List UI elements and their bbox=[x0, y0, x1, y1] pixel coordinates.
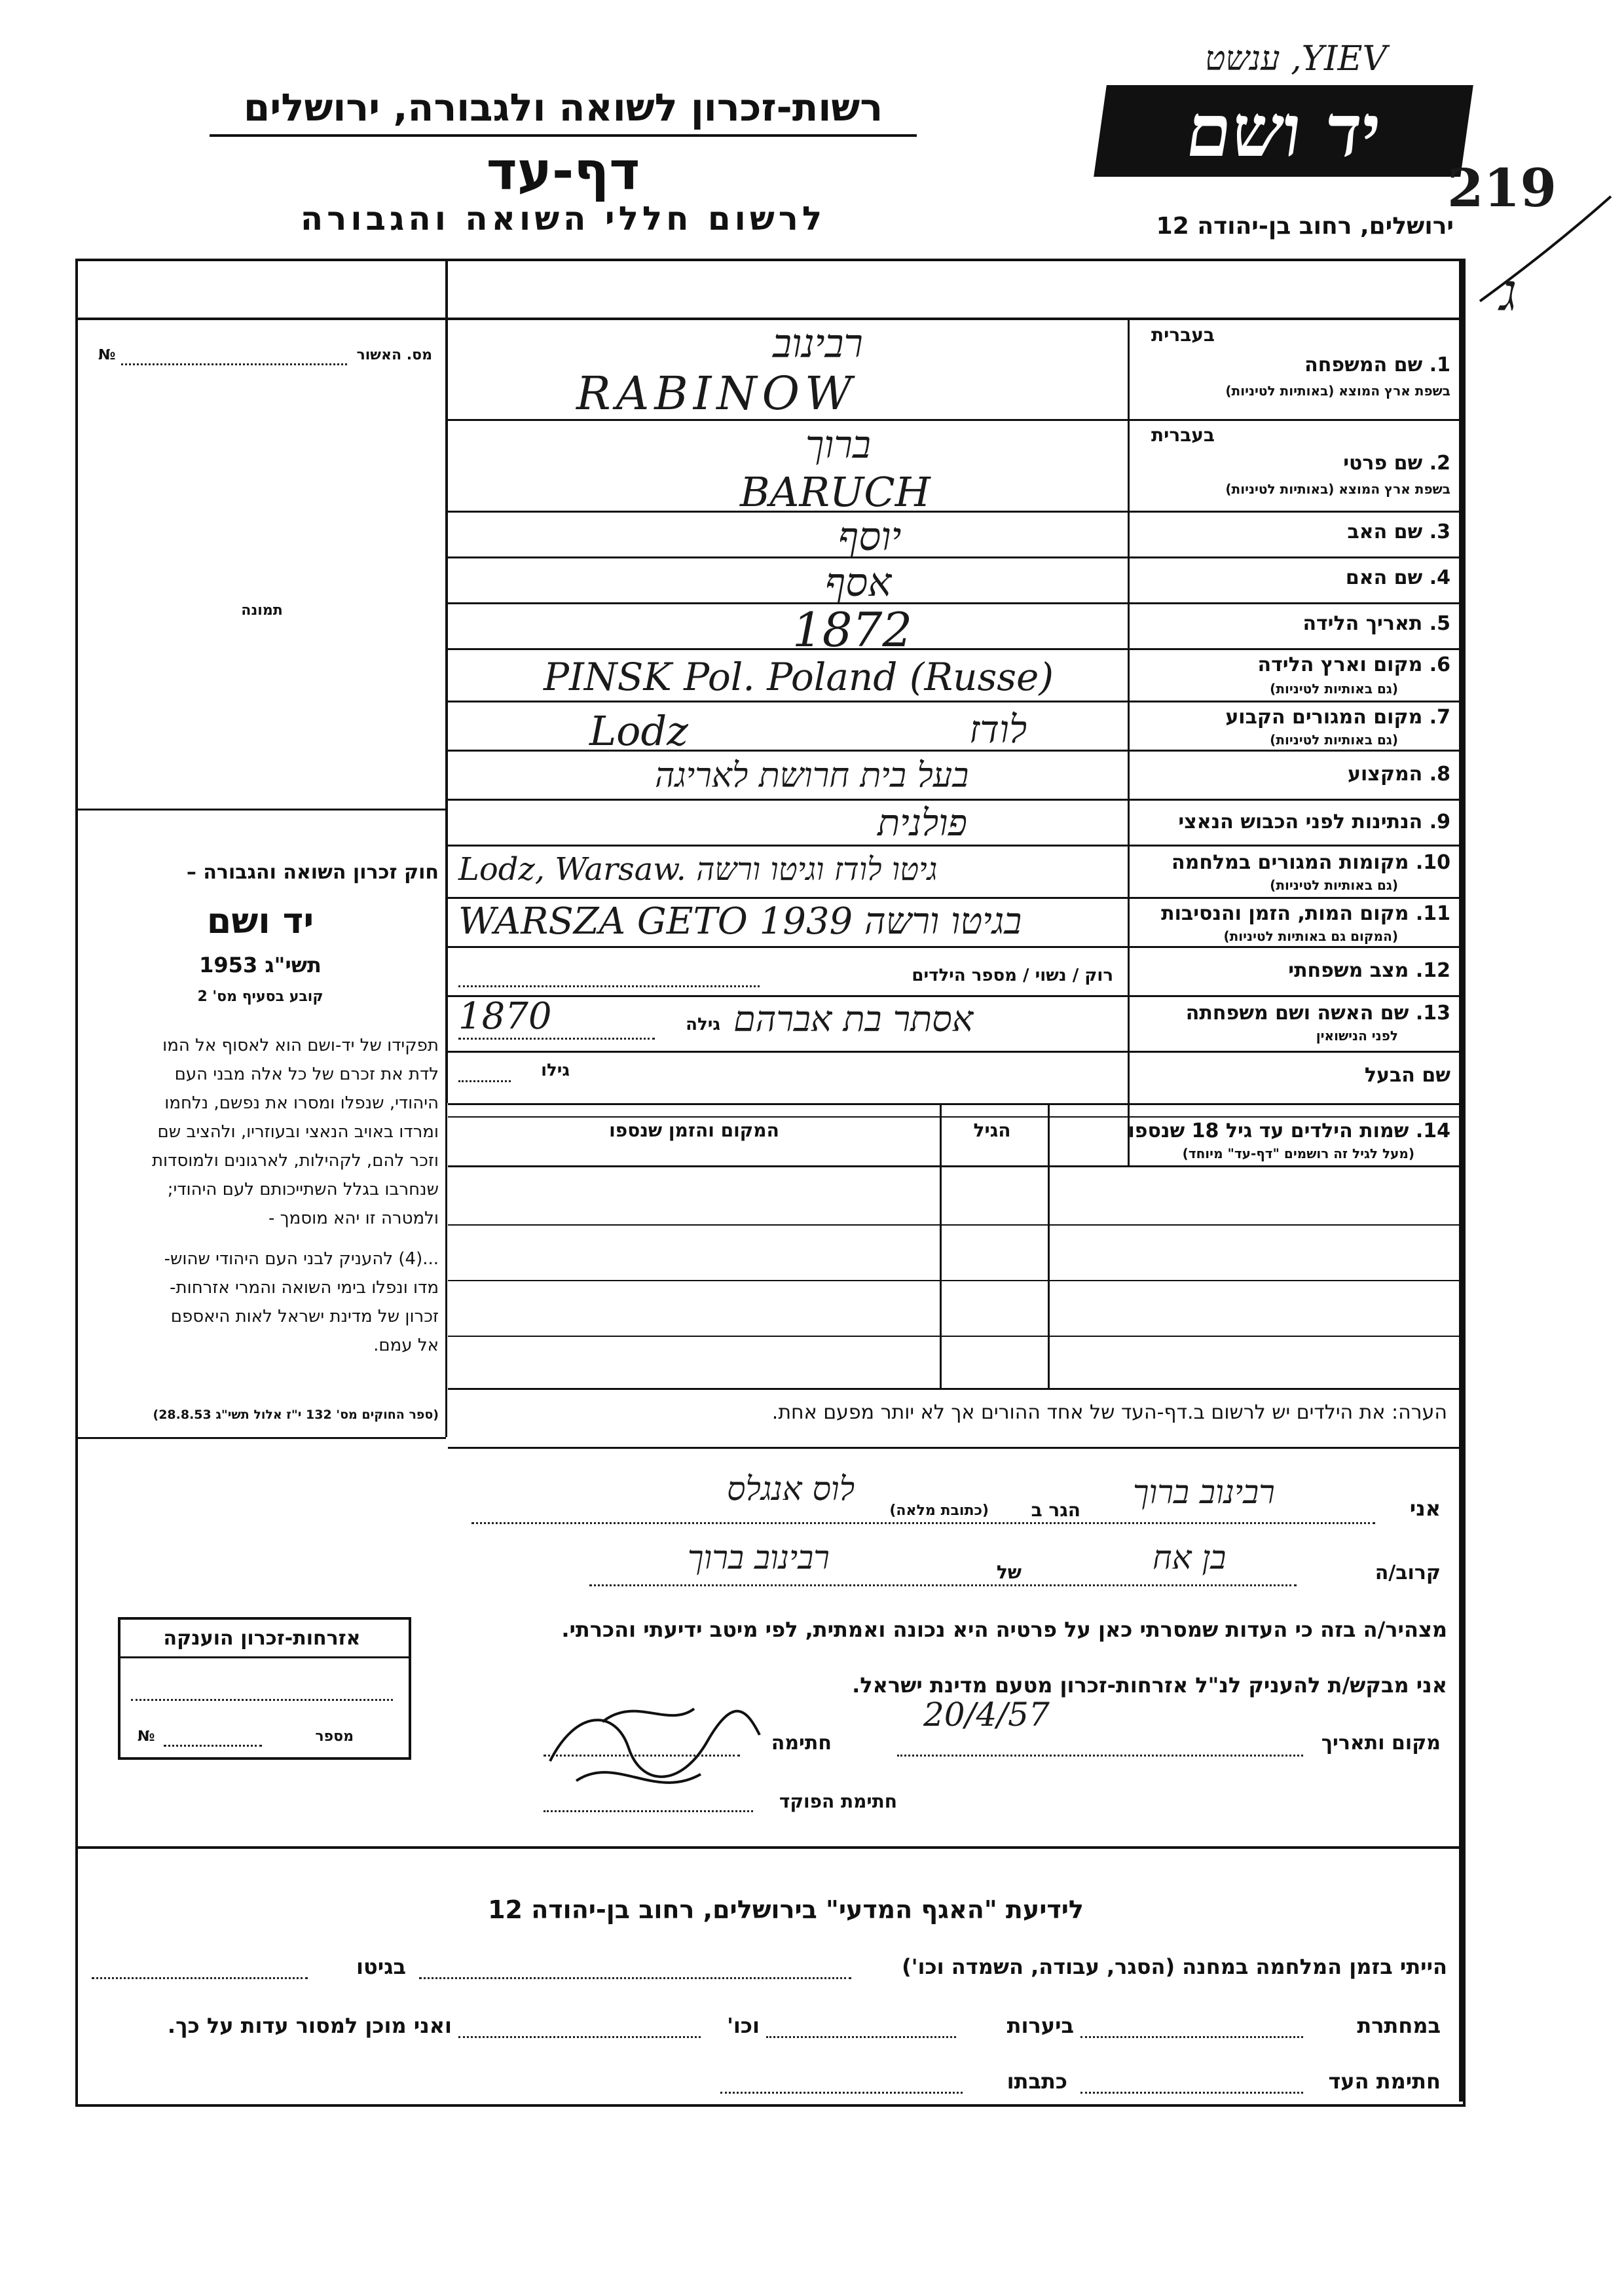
left-col-divider bbox=[445, 259, 448, 1103]
citizenship-box-title: אזרחות-זכרון הוענקה bbox=[163, 1627, 361, 1650]
in-hebrew-label-1: בעברית bbox=[1151, 324, 1215, 346]
field-1-note: בשפת ארץ המוצא (באותיות לטיניות) bbox=[1225, 383, 1450, 399]
statement-text: מצהיר/ה בזה כי העדות שמסרתי כאן על פרטיה היא נכונה ואמתית, לפי מיטב ידיעתי והכרתי. bbox=[561, 1617, 1447, 1642]
field-9-label: 9. הנתינות לפני הכבוש הנאצי bbox=[1178, 811, 1450, 833]
law-text-line: תפקידו של יד-ושם הוא לאסוף אל המו bbox=[162, 1036, 439, 1055]
place-date-line bbox=[897, 1755, 1303, 1757]
husband-age-label: גילו bbox=[541, 1061, 570, 1080]
right-col-divider bbox=[1128, 318, 1130, 1165]
place-date-label: מקום ותאריך bbox=[1321, 1732, 1441, 1755]
declarant-address-value[interactable]: לוס אנגלס bbox=[727, 1470, 855, 1508]
birth-place-value[interactable]: PINSK Pol. Poland (Russe) bbox=[544, 655, 1054, 699]
citizenship-value[interactable]: פולנית bbox=[877, 802, 967, 845]
approval-no-suffix: № bbox=[98, 347, 116, 363]
wife-age-label: גילה bbox=[686, 1015, 720, 1034]
info-divider bbox=[75, 1846, 1463, 1849]
law-text-line: ומרדו באויב הנאצי ובעוזריו, ולהציב שם bbox=[157, 1122, 439, 1142]
row-line bbox=[448, 1051, 1460, 1053]
relative-line bbox=[589, 1584, 1297, 1586]
request-text: אני מבקש/ת להעניק לנ"ל אזרחות-זכרון מטעם מדינת ישראל. bbox=[852, 1673, 1447, 1698]
birth-date-value[interactable]: 1872 bbox=[792, 602, 913, 657]
field-7-note: (גם באותיות לטיניות) bbox=[1270, 732, 1398, 748]
surname-latin-value[interactable]: RABINOW bbox=[576, 367, 857, 420]
authority-underline bbox=[210, 134, 917, 137]
declarant-address-line bbox=[471, 1522, 1375, 1524]
wartime-residence-value[interactable]: Lodz, Warsaw. גיטו לודז וגיטו ורשה bbox=[458, 851, 938, 888]
form-title: דף-עד bbox=[486, 141, 640, 202]
authority-name: רשות-זכרון לשואה ולגבורה, ירושלים bbox=[243, 85, 883, 130]
field-13-label: 13. שם האשה ושם משפחתה bbox=[1185, 1002, 1450, 1025]
in-hebrew-label-2: בעברית bbox=[1151, 424, 1215, 446]
info-line1: הייתי בזמן המלחמה במחנה (הסגר, עבודה, השמדה וכו') bbox=[902, 1954, 1447, 1979]
field-4-label: 4. שם האם bbox=[1345, 566, 1450, 589]
law-year: תשי"ג 1953 bbox=[199, 953, 322, 977]
field-6-label: 6. מקום וארץ הלידה bbox=[1257, 653, 1450, 676]
row-line-thin bbox=[448, 1116, 1460, 1118]
row-line bbox=[448, 556, 1460, 558]
resides-label: הגר ב bbox=[1031, 1499, 1080, 1521]
of-label: של bbox=[996, 1561, 1022, 1583]
row-line bbox=[448, 995, 1460, 997]
row-line bbox=[448, 845, 1460, 847]
handwritten-signature bbox=[537, 1683, 773, 1813]
firstname-latin-value[interactable]: BARUCH bbox=[740, 468, 931, 516]
declarant-name-value[interactable]: רבינוב ברוך bbox=[1133, 1473, 1275, 1511]
row-line bbox=[448, 897, 1460, 899]
law-text-line: זכרון של מדינת ישראל לאות היאספם bbox=[170, 1307, 439, 1326]
top-divider bbox=[75, 318, 1463, 320]
header-address: ירושלים, רחוב בן-יהודה 12 bbox=[1156, 213, 1454, 240]
husband-age-field[interactable] bbox=[458, 1080, 511, 1082]
field-1-label: 1. שם המשפחה bbox=[1304, 354, 1450, 376]
info-ghetto-label: בגיטו bbox=[356, 1954, 406, 1979]
field-6-note: (גם באותיות לטיניות) bbox=[1270, 681, 1398, 697]
field-12-label: 12. מצב משפחתי bbox=[1288, 959, 1450, 982]
law-text bbox=[82, 1031, 439, 1360]
law-text-line: ולמטרה זו יהא מוסמך - bbox=[268, 1209, 439, 1228]
law-clause: קובע בסעיף מס' 2 bbox=[197, 989, 323, 1005]
info-ghetto-field[interactable] bbox=[92, 1977, 308, 1979]
field-13-note: לפני הנישואין bbox=[1316, 1028, 1398, 1044]
law-text-line: היהודי, שנפלו ומסרו את נפשם, נלחמו bbox=[164, 1093, 439, 1113]
death-place-value[interactable]: WARSZA GETO 1939 בגיטו ורשה bbox=[458, 900, 1022, 943]
info-witness-signature-label: חתימת העד bbox=[1328, 2069, 1441, 2094]
field-7-label: 7. מקום המגורים הקבוע bbox=[1225, 706, 1450, 729]
relative-value[interactable]: בן אח bbox=[1153, 1539, 1227, 1576]
info-underground-field[interactable] bbox=[1080, 2036, 1303, 2038]
field-14-label: 14. שמות הילדים עד גיל 18 שנספו bbox=[1128, 1120, 1450, 1142]
col-place-time-header: המקום והזמן שנספו bbox=[609, 1120, 779, 1141]
corner-scribble: ענשט ,YIEV bbox=[1205, 39, 1388, 79]
row-line bbox=[448, 799, 1460, 801]
info-etc-label: וכו' bbox=[727, 2013, 760, 2038]
row-line bbox=[448, 701, 1460, 702]
field-5-label: 5. תאריך הלידה bbox=[1302, 612, 1450, 635]
officer-signature-label: חתימת הפוקד bbox=[779, 1791, 897, 1812]
law-text-line: מדו ונפלו בימי השואה והמרי אזרחות- bbox=[170, 1278, 439, 1298]
law-name: יד ושם bbox=[206, 900, 314, 941]
page-number: 219 bbox=[1447, 157, 1557, 219]
surname-hebrew-value[interactable]: רבינוב bbox=[773, 321, 863, 367]
field-10-label: 10. מקומות המגורים במלחמה bbox=[1172, 851, 1450, 874]
relative-label: קרוב/ה bbox=[1375, 1561, 1441, 1584]
info-underground-label: במחתרת bbox=[1357, 2013, 1441, 2038]
row-line bbox=[448, 511, 1460, 513]
place-date-value[interactable]: 20/4/57 bbox=[923, 1696, 1050, 1734]
row-line bbox=[448, 602, 1460, 604]
wife-age-line bbox=[458, 1038, 655, 1040]
form-subtitle: לרשום חללי השואה והגבורה bbox=[300, 200, 826, 238]
field-2-note: בשפת ארץ המוצא (באותיות לטיניות) bbox=[1225, 481, 1450, 497]
law-text-line: שנחרבו בגלל השתייכותם לעם היהודי; bbox=[167, 1180, 439, 1199]
citizenship-number-label: מספר bbox=[315, 1728, 354, 1745]
info-camp-field[interactable] bbox=[419, 1977, 851, 1979]
children-row-line bbox=[448, 1336, 1460, 1337]
approval-no-field[interactable] bbox=[121, 363, 347, 365]
occupation-value[interactable]: בעל בית חרושת לאריגה bbox=[655, 756, 969, 795]
approval-no-label: מס. האשור bbox=[356, 347, 432, 363]
law-text-line: אל עמם. bbox=[373, 1336, 439, 1355]
residence-value[interactable]: Lodz bbox=[589, 707, 688, 755]
info-forests-field[interactable] bbox=[766, 2036, 956, 2038]
father-value[interactable]: יוסף bbox=[838, 514, 902, 560]
children-col-line bbox=[940, 1103, 942, 1388]
citizenship-number-suffix: № bbox=[138, 1728, 155, 1745]
family-status-field[interactable] bbox=[458, 985, 760, 987]
officer-signature-line[interactable] bbox=[544, 1810, 753, 1812]
wife-age-value[interactable]: 1870 bbox=[458, 995, 552, 1038]
info-address-field[interactable] bbox=[720, 2092, 963, 2094]
info-testify-text: ואני מוכן למסור עדות על כך. bbox=[167, 2013, 452, 2038]
mother-value[interactable]: אסף bbox=[825, 560, 892, 606]
field-11-note: (המקום גם באותיות לטיניות) bbox=[1223, 928, 1398, 944]
outer-right-border-accent bbox=[1459, 259, 1463, 2102]
residence-hebrew-value[interactable]: לודז bbox=[969, 707, 1027, 752]
children-note: הערה: את הילדים יש לרשום ב.דף-העד של אחד ההורים אך לא יותר מפעם אחת. bbox=[771, 1401, 1447, 1424]
address-hint: (כתובת מלאה) bbox=[889, 1503, 989, 1519]
children-row-line bbox=[448, 1280, 1460, 1281]
photo-label: תמונה bbox=[241, 602, 283, 619]
field-14-note: (מעל לגיל זה רושמים "דף-עד" מיוחד) bbox=[1182, 1146, 1414, 1161]
note-divider bbox=[448, 1447, 1460, 1449]
row-line bbox=[448, 946, 1460, 948]
law-source: (ספר החוקים מס' 132 י"ז אלול תשי"ג 28.8.53) bbox=[153, 1408, 439, 1422]
children-col-line bbox=[1048, 1103, 1050, 1388]
law-text-line: ...(4) להעניק לבני העם היהודי שהוש- bbox=[164, 1249, 439, 1269]
row-line bbox=[448, 1103, 1460, 1105]
field-10-note: (גם באותיות לטיניות) bbox=[1270, 877, 1398, 893]
left-col-lower-divider bbox=[445, 1103, 447, 1437]
side-mark: ג bbox=[1500, 262, 1517, 323]
col-age-header: הגיל bbox=[973, 1120, 1011, 1141]
law-text-line: וזכר להם, לקהילות, לארגונים ולמוסדות bbox=[151, 1151, 439, 1171]
row-line bbox=[448, 1165, 1460, 1167]
of-value[interactable]: רבינוב ברוך bbox=[688, 1539, 830, 1576]
husband-label: שם הבעל bbox=[1364, 1064, 1450, 1087]
logo-text: יד ושם bbox=[1181, 88, 1386, 173]
law-text-line: לדת את זכרם של כל אלה מבני העם bbox=[174, 1065, 439, 1084]
yad-vashem-logo bbox=[1094, 85, 1473, 177]
firstname-hebrew-value[interactable]: ברוך bbox=[805, 422, 871, 467]
field-3-label: 3. שם האב bbox=[1347, 520, 1450, 543]
declarant-label: אני bbox=[1409, 1496, 1441, 1521]
citizenship-box-divider bbox=[120, 1656, 409, 1658]
wife-name-value[interactable]: אסתר בת אברהם bbox=[733, 998, 974, 1040]
row-line bbox=[448, 648, 1460, 650]
info-etc-field[interactable] bbox=[458, 2036, 701, 2038]
citizenship-number-field[interactable] bbox=[164, 1745, 262, 1747]
children-row-line bbox=[448, 1224, 1460, 1226]
left-col-bottom-line bbox=[75, 1437, 446, 1439]
children-table-bottom bbox=[448, 1388, 1460, 1390]
info-title: לידיעת "האגף המדעי" בירושלים, רחוב בן-יהודה 12 bbox=[488, 1895, 1084, 1924]
info-witness-signature-field[interactable] bbox=[1080, 2092, 1303, 2094]
info-forests-label: ביערות bbox=[1006, 2013, 1074, 2038]
field-2-label: 2. שם פרטי bbox=[1343, 452, 1450, 475]
citizenship-box-line bbox=[131, 1699, 393, 1701]
photo-bottom-line bbox=[75, 809, 446, 811]
info-address-label: כתבתו bbox=[1006, 2069, 1067, 2094]
signature-label: חתימה bbox=[771, 1732, 832, 1755]
field-11-label: 11. מקום המות, הזמן והנסיבות bbox=[1161, 902, 1450, 925]
field-12-sublabel: רוק / נשוי / מספר הילדים bbox=[912, 966, 1113, 985]
corner-curve bbox=[1473, 190, 1617, 308]
law-title: חוק זכרון השואה והגבורה – bbox=[186, 861, 439, 884]
field-8-label: 8. המקצוע bbox=[1348, 763, 1450, 786]
